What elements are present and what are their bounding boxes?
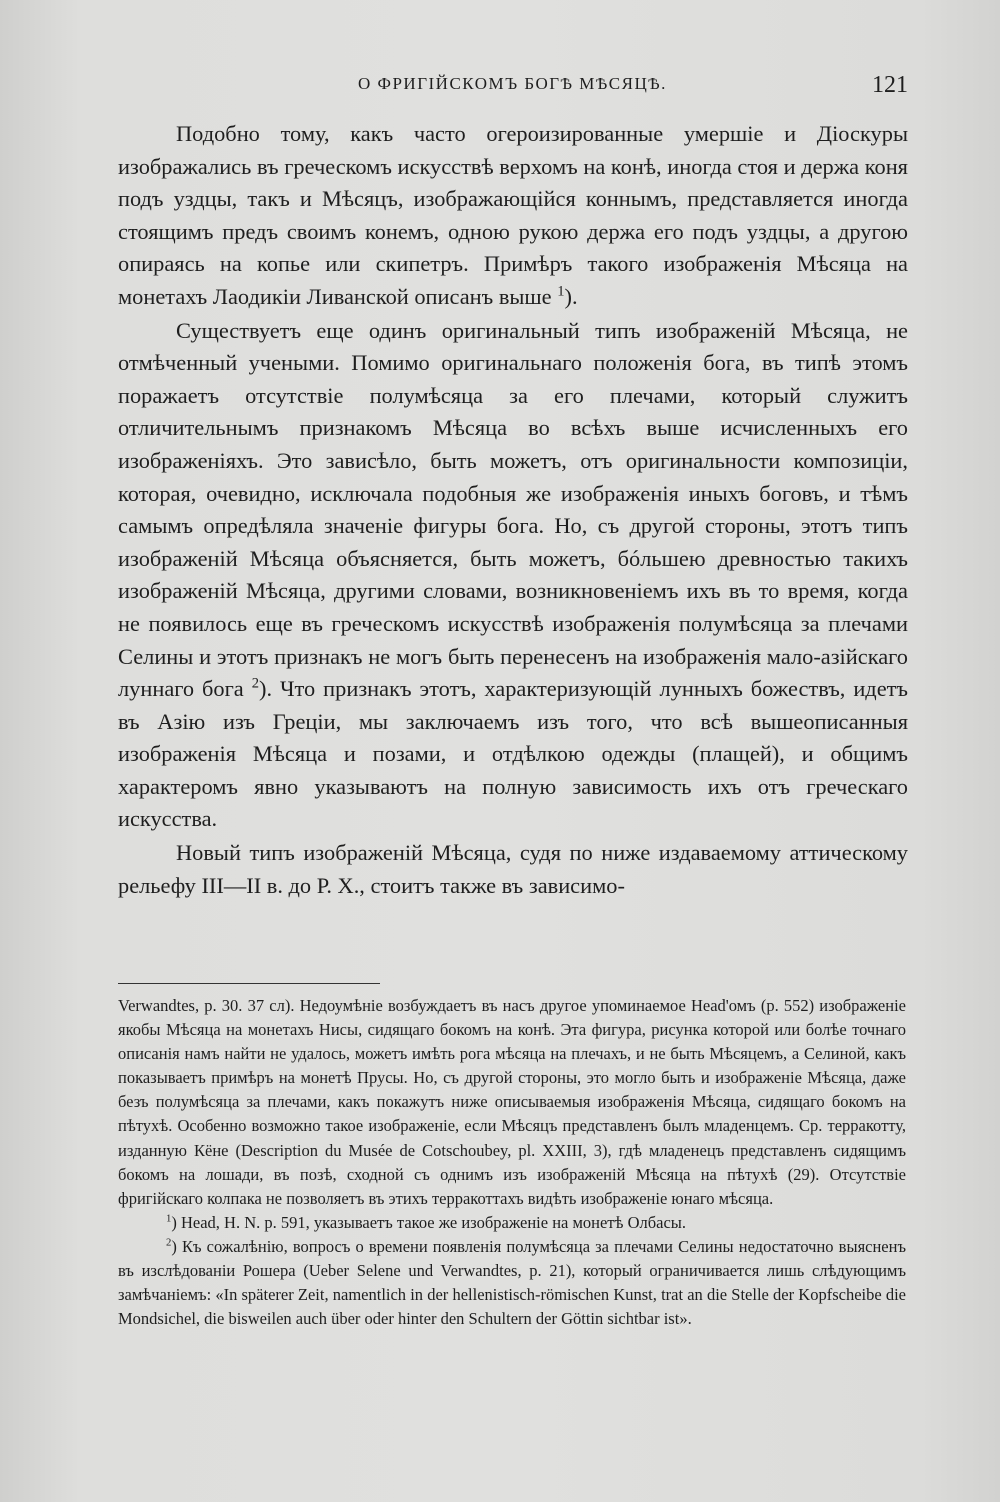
footnote-ref-1: 1 [557, 283, 565, 300]
footnote-ref-2: 2 [251, 675, 259, 692]
paragraph-3: Новый типъ изображеній Мѣсяца, судя по ниже издаваемому аттическому рельефу III—II в. до Р. Х., стоитъ также въ зависимо- [118, 840, 908, 898]
footnote-divider [118, 983, 380, 984]
paragraph-2-tail: ). Что признакъ этотъ, характеризующій лунныхъ божествъ, идетъ въ Азію изъ Греціи, мы заключаемъ изъ того, что всѣ вышеописанныя изображенія Мѣсяца и позами, и отдѣлкою одежды (плащей), и общимъ характеромъ явно указываютъ на полную зависимость ихъ отъ греческаго искусства. [118, 676, 909, 832]
page-number: 121 [872, 72, 908, 98]
footnote-1-mark: 1 [166, 1212, 172, 1225]
footnote-1 [118, 1211, 906, 1235]
footnote-1-text: ) Head, H. N. p. 591, указываетъ такое же изображеніе на монетѣ Олбасы. [171, 1212, 687, 1232]
footnote-2-mark: 2 [166, 1236, 172, 1249]
main-text [118, 118, 908, 902]
footnote-continuation: Verwandtes, p. 30. 37 сл). Недоумѣніе возбуждаетъ въ насъ другое упоминаемое Head'омъ (p. 552) изображеніе якобы Мѣсяца на монетахъ Нисы, сидящаго бокомъ на конѣ. Эта фигура, рисунка которой или болѣе точнаго описанія намъ найти не удалось, можетъ имѣть рога мѣсяца на плечахъ, и не быть Мѣсяцемъ, а Селиной, какъ показываетъ примѣръ на монетѣ Прусы. Но, съ другой стороны, это могло быть и изображеніе Мѣсяца, даже безъ полумѣсяца за плечами, какъ покажутъ ниже описываемыя изображенія Мѣсяца, сидящаго бокомъ на пѣтухѣ. Особенно возможно такое изображеніе, если Мѣсяцъ представленъ былъ младенцемъ. Ср. терракотту, изданную Кёне (Description du Musée de Cotschoubey, pl. XXIII, 3), гдѣ младенецъ представленъ сидящимъ бокомъ на лошади, въ позѣ, сходной съ однимъ изъ изображеній Мѣсяца на пѣтухѣ (29). Отсутствіе фригійскаго колпака не позволяетъ въ этихъ терракоттахъ видѣть изображеніе юнаго мѣсяца. [118, 996, 906, 1208]
footnote-2 [118, 1235, 906, 1331]
paragraph-1-tail: ). [564, 283, 578, 309]
paragraph-2-text: Существуетъ еще одинъ оригинальный типъ изображеній Мѣсяца, не отмѣченный учеными. Помимо оригинальнаго положенія бога, въ типѣ этомъ поражаетъ отсутствіе полумѣсяца за его плечами, который служитъ отличительнымъ признакомъ Мѣсяца во всѣхъ выше исчисленныхъ его изображеніяхъ. Это зависѣло, быть можетъ, отъ оригинальности композиціи, которая, очевидно, исключала подобныя же изображенія иныхъ боговъ, и тѣмъ самымъ опредѣляла значеніе фигуры бога. Но, съ другой стороны, этотъ типъ изображеній Мѣсяца объясняется, быть можетъ, бóльшею древностью такихъ изображеній Мѣсяца, другими словами, возникновеніемъ ихъ въ то время, когда не появилось еще въ греческомъ искусствѣ изображенія полумѣсяца за плечами Селины и этотъ признакъ не могъ быть перенесенъ на изображенія мало-азійскаго луннаго бога [118, 317, 908, 702]
footnote-2-text: ) Къ сожалѣнію, вопросъ о времени появленія полумѣсяца за плечами Селины недостаточно выясненъ въ изслѣдованіи Рошера (Ueber Selene und Verwandtes, p. 21), который ограничивается лишь слѣдующимъ замѣчаніемъ: «In späterer Zeit, namentlich in der hellenistisch-römischen Kunst, trat an die Stelle der Kopfscheibe die Mondsichel, die bisweilen auch über oder hinter den Schultern der Göttin sichtbar ist». [118, 1236, 906, 1329]
paragraph-1-text: Подобно тому, какъ часто огероизированные умершіе и Діоскуры изображались въ греческомъ искусствѣ верхомъ на конѣ, иногда стоя и держа коня подъ уздцы, такъ и Мѣсяцъ, изображающійся коннымъ, представляется иногда стоящимъ предъ своимъ конемъ, одною рукою держа его подъ уздцы, а другою опираясь на копье или скипетръ. Примѣръ такого изображенія Мѣсяца на монетахъ Лаодикіи Ливанской описанъ выше [118, 121, 908, 309]
page-header [118, 72, 908, 106]
footnotes [118, 994, 906, 1331]
paragraph-2 [118, 315, 908, 837]
paragraph-1 [118, 118, 908, 314]
running-title: О ФРИГІЙСКОМЪ БОГѢ МѢСЯЦѢ. [358, 74, 667, 93]
